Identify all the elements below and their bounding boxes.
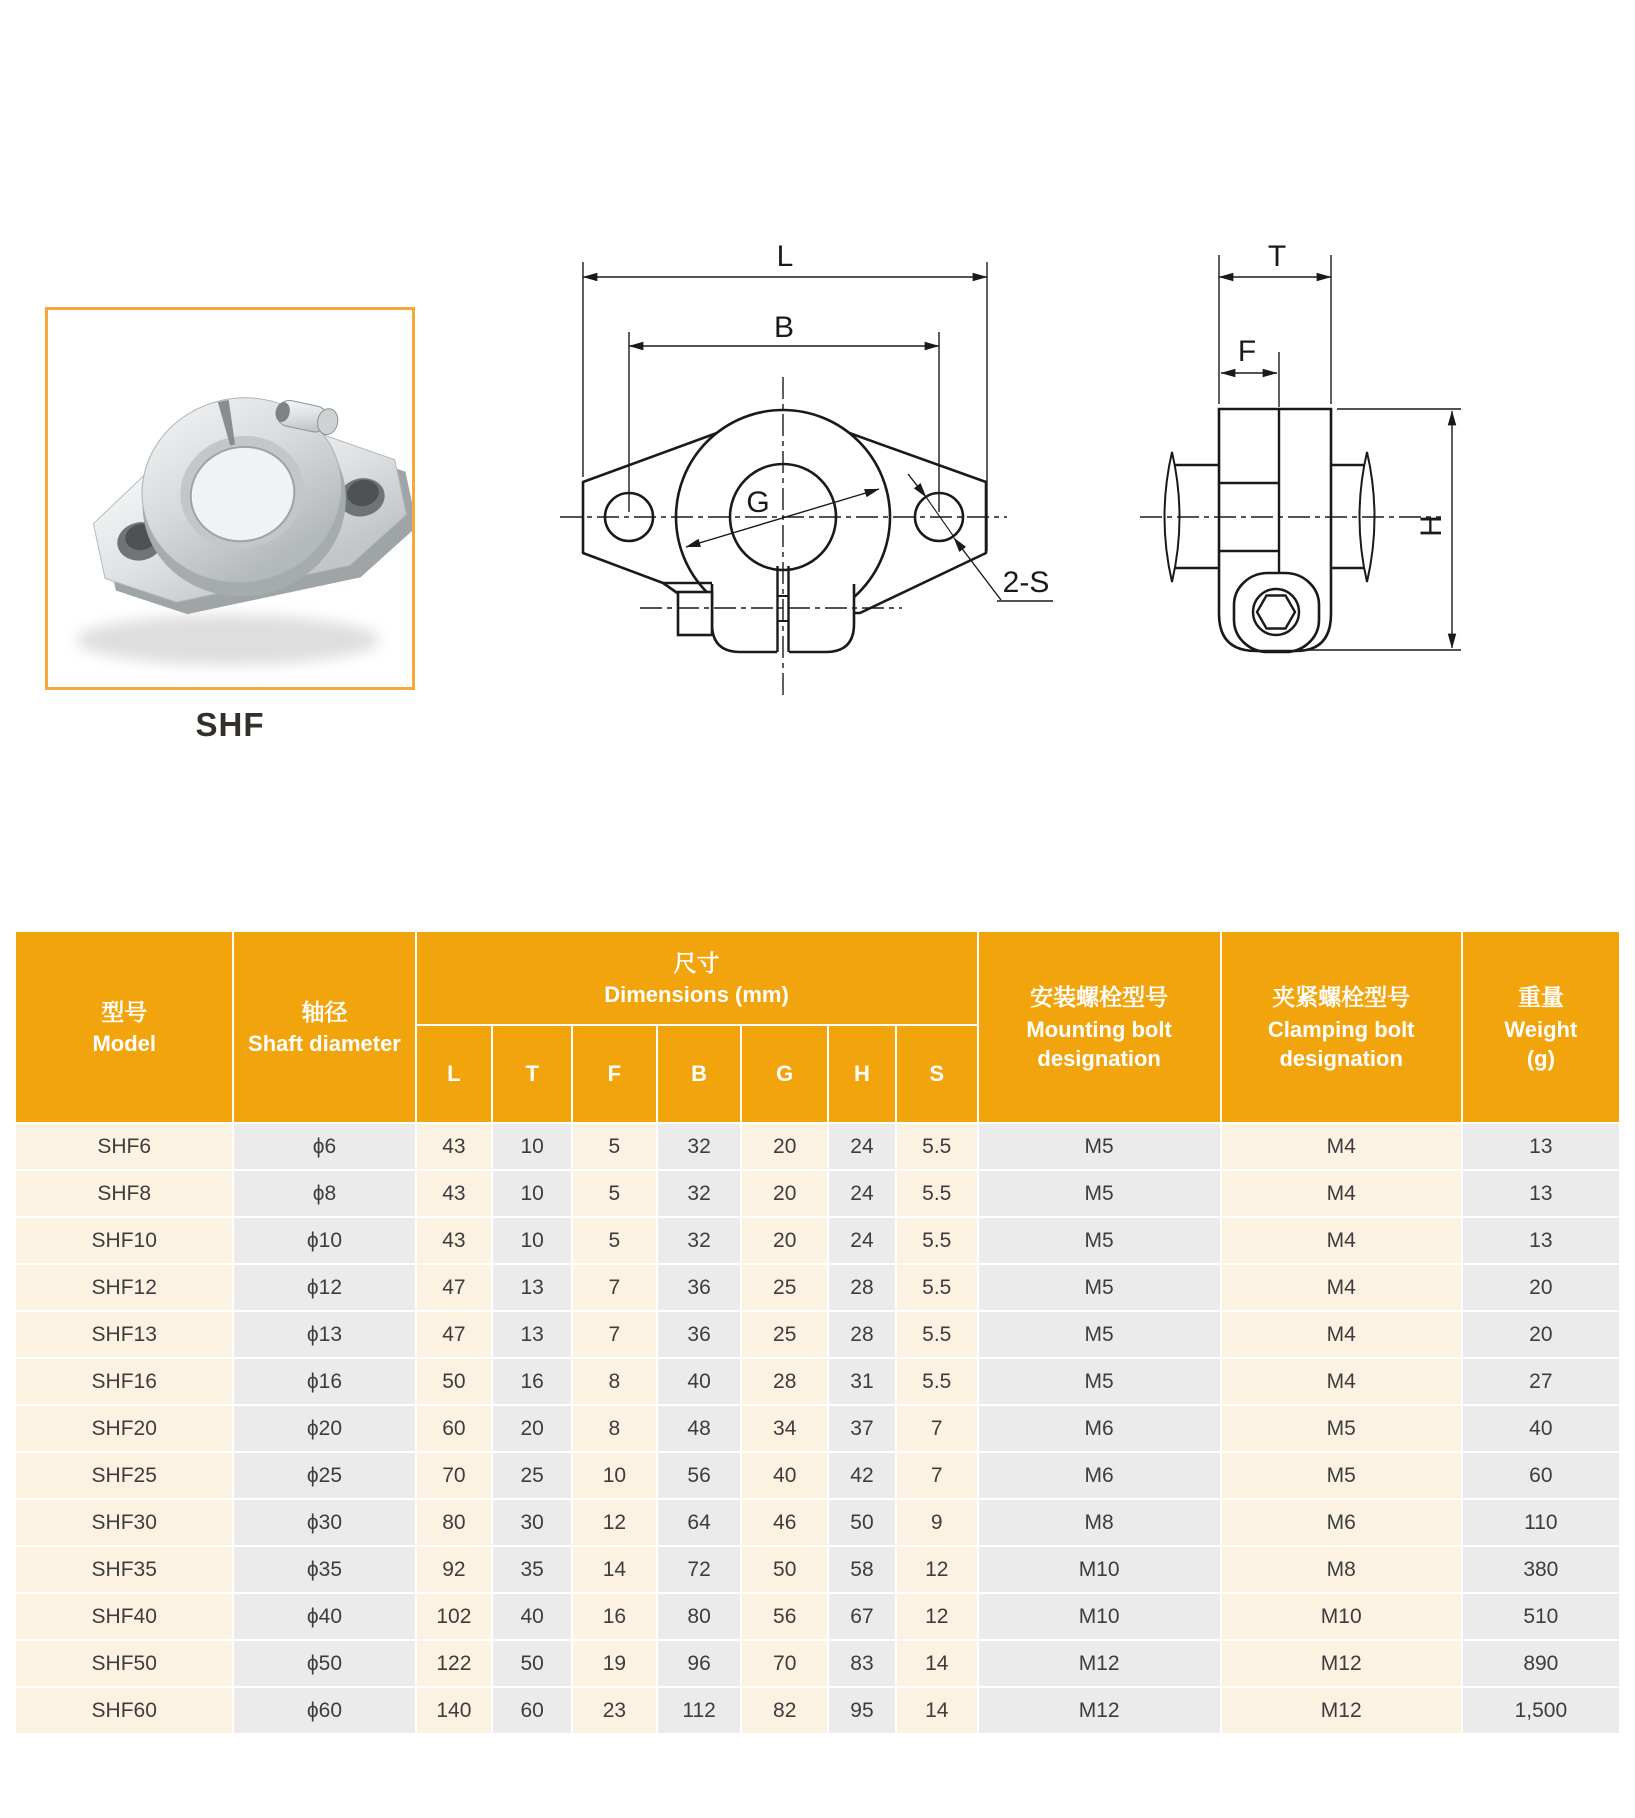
cell-shaft: ϕ40: [234, 1594, 414, 1639]
cell-model: SHF60: [16, 1688, 232, 1733]
header-model: 型号 Model: [16, 932, 232, 1122]
cell-dim-g: 28: [742, 1359, 827, 1404]
cell-mounting-bolt: M5: [979, 1171, 1220, 1216]
cell-dim-b: 32: [658, 1171, 741, 1216]
cell-dim-h: 83: [829, 1641, 895, 1686]
cell-dim-g: 70: [742, 1641, 827, 1686]
cell-model: SHF12: [16, 1265, 232, 1310]
cell-clamping-bolt: M4: [1222, 1124, 1461, 1169]
cell-model: SHF30: [16, 1500, 232, 1545]
cell-dim-l: 47: [417, 1312, 492, 1357]
cell-dim-s: 5.5: [897, 1171, 977, 1216]
cell-dim-h: 58: [829, 1547, 895, 1592]
cell-dim-g: 20: [742, 1171, 827, 1216]
cell-dim-s: 5.5: [897, 1218, 977, 1263]
cell-dim-s: 5.5: [897, 1312, 977, 1357]
cell-dim-h: 24: [829, 1218, 895, 1263]
cell-dim-l: 70: [417, 1453, 492, 1498]
cell-weight: 20: [1463, 1265, 1619, 1310]
cell-weight: 40: [1463, 1406, 1619, 1451]
cell-shaft: ϕ30: [234, 1500, 414, 1545]
cell-dim-l: 122: [417, 1641, 492, 1686]
dim-label-H: H: [1415, 515, 1448, 537]
cell-dim-b: 56: [658, 1453, 741, 1498]
cell-mounting-bolt: M10: [979, 1547, 1220, 1592]
cell-dim-l: 43: [417, 1218, 492, 1263]
cell-shaft: ϕ6: [234, 1124, 414, 1169]
cell-dim-b: 36: [658, 1265, 741, 1310]
cell-dim-l: 47: [417, 1265, 492, 1310]
dim-label-T: T: [1267, 240, 1287, 273]
dim-label-B: B: [773, 311, 795, 344]
cell-mounting-bolt: M5: [979, 1124, 1220, 1169]
cell-dim-t: 60: [493, 1688, 571, 1733]
header-dim-G: G: [742, 1026, 827, 1122]
cell-dim-t: 10: [493, 1218, 571, 1263]
cell-dim-h: 37: [829, 1406, 895, 1451]
cell-dim-t: 10: [493, 1124, 571, 1169]
cell-dim-f: 16: [573, 1594, 656, 1639]
cell-dim-l: 80: [417, 1500, 492, 1545]
cell-shaft: ϕ8: [234, 1171, 414, 1216]
cell-shaft: ϕ13: [234, 1312, 414, 1357]
table-row: [16, 1312, 1619, 1357]
table-row: [16, 1500, 1619, 1545]
cell-dim-t: 30: [493, 1500, 571, 1545]
cell-clamping-bolt: M12: [1222, 1688, 1461, 1733]
cell-dim-t: 13: [493, 1312, 571, 1357]
cell-dim-h: 67: [829, 1594, 895, 1639]
cell-dim-f: 10: [573, 1453, 656, 1498]
cell-dim-g: 50: [742, 1547, 827, 1592]
table-row: [16, 1406, 1619, 1451]
table-row: [16, 1453, 1619, 1498]
cell-dim-s: 14: [897, 1641, 977, 1686]
header-dim-T: T: [493, 1026, 571, 1122]
cell-shaft: ϕ60: [234, 1688, 414, 1733]
cell-mounting-bolt: M5: [979, 1312, 1220, 1357]
header-dim-B: B: [658, 1026, 741, 1122]
cell-dim-l: 43: [417, 1171, 492, 1216]
cell-dim-s: 5.5: [897, 1265, 977, 1310]
cell-dim-h: 42: [829, 1453, 895, 1498]
cell-weight: 890: [1463, 1641, 1619, 1686]
cell-dim-f: 14: [573, 1547, 656, 1592]
cell-dim-g: 40: [742, 1453, 827, 1498]
table-row: [16, 1547, 1619, 1592]
cell-dim-t: 50: [493, 1641, 571, 1686]
table-row: [16, 1594, 1619, 1639]
cell-dim-b: 112: [658, 1688, 741, 1733]
dim-label-L: L: [776, 240, 794, 273]
cell-dim-s: 14: [897, 1688, 977, 1733]
cell-dim-g: 20: [742, 1218, 827, 1263]
table-row: [16, 1359, 1619, 1404]
cell-shaft: ϕ12: [234, 1265, 414, 1310]
cell-clamping-bolt: M5: [1222, 1406, 1461, 1451]
dim-label-F: F: [1237, 335, 1257, 368]
cell-clamping-bolt: M4: [1222, 1265, 1461, 1310]
cell-dim-b: 48: [658, 1406, 741, 1451]
cell-model: SHF8: [16, 1171, 232, 1216]
side-view-drawing: [1140, 240, 1461, 652]
cell-dim-t: 35: [493, 1547, 571, 1592]
cell-shaft: ϕ10: [234, 1218, 414, 1263]
cell-dim-s: 9: [897, 1500, 977, 1545]
cell-shaft: ϕ35: [234, 1547, 414, 1592]
cell-weight: 60: [1463, 1453, 1619, 1498]
cell-dim-l: 60: [417, 1406, 492, 1451]
cell-dim-f: 8: [573, 1359, 656, 1404]
cell-dim-t: 13: [493, 1265, 571, 1310]
product-photo: [48, 310, 412, 687]
cell-clamping-bolt: M6: [1222, 1500, 1461, 1545]
table-row: [16, 1171, 1619, 1216]
cell-dim-b: 72: [658, 1547, 741, 1592]
cell-weight: 380: [1463, 1547, 1619, 1592]
cell-dim-b: 40: [658, 1359, 741, 1404]
cell-clamping-bolt: M12: [1222, 1641, 1461, 1686]
cell-mounting-bolt: M12: [979, 1688, 1220, 1733]
table-row: [16, 1124, 1619, 1169]
cell-dim-t: 40: [493, 1594, 571, 1639]
cell-dim-b: 64: [658, 1500, 741, 1545]
table-row: [16, 1218, 1619, 1263]
cell-model: SHF50: [16, 1641, 232, 1686]
shaft-support-part: [74, 366, 412, 629]
header-dim-H: H: [829, 1026, 895, 1122]
cell-dim-f: 7: [573, 1312, 656, 1357]
cell-dim-s: 12: [897, 1594, 977, 1639]
cell-dim-h: 24: [829, 1124, 895, 1169]
cell-dim-f: 5: [573, 1218, 656, 1263]
cell-clamping-bolt: M4: [1222, 1218, 1461, 1263]
cell-clamping-bolt: M4: [1222, 1359, 1461, 1404]
cell-model: SHF25: [16, 1453, 232, 1498]
table-row: [16, 1641, 1619, 1686]
dim-label-G: G: [746, 486, 770, 519]
cell-mounting-bolt: M10: [979, 1594, 1220, 1639]
cell-model: SHF10: [16, 1218, 232, 1263]
cell-dim-f: 5: [573, 1171, 656, 1216]
cell-weight: 110: [1463, 1500, 1619, 1545]
cell-dim-f: 5: [573, 1124, 656, 1169]
cell-dim-f: 12: [573, 1500, 656, 1545]
cell-dim-t: 16: [493, 1359, 571, 1404]
table-row: [16, 1265, 1619, 1310]
cell-weight: 13: [1463, 1124, 1619, 1169]
header-weight: 重量 Weight (g): [1463, 932, 1619, 1122]
cell-dim-g: 46: [742, 1500, 827, 1545]
cell-dim-h: 95: [829, 1688, 895, 1733]
cell-dim-s: 7: [897, 1453, 977, 1498]
cell-clamping-bolt: M4: [1222, 1171, 1461, 1216]
cell-dim-s: 5.5: [897, 1359, 977, 1404]
table-row: [16, 1688, 1619, 1733]
header-dim-L: L: [417, 1026, 492, 1122]
product-photo-box: [45, 307, 415, 690]
cell-dim-t: 20: [493, 1406, 571, 1451]
cell-dim-s: 12: [897, 1547, 977, 1592]
cell-dim-h: 24: [829, 1171, 895, 1216]
cell-weight: 20: [1463, 1312, 1619, 1357]
header-shaft-diameter: 轴径 Shaft diameter: [234, 932, 414, 1122]
spec-table: [14, 930, 1621, 1735]
cell-dim-g: 25: [742, 1265, 827, 1310]
cell-dim-h: 28: [829, 1265, 895, 1310]
cell-dim-s: 7: [897, 1406, 977, 1451]
cell-mounting-bolt: M5: [979, 1265, 1220, 1310]
cell-dim-b: 96: [658, 1641, 741, 1686]
header-mounting-bolt: 安装螺栓型号 Mounting bolt designation: [979, 932, 1220, 1122]
cell-weight: 13: [1463, 1171, 1619, 1216]
dim-label-2S: 2-S: [1002, 566, 1050, 599]
cell-mounting-bolt: M5: [979, 1359, 1220, 1404]
photo-shadow: [76, 615, 380, 665]
cell-dim-t: 25: [493, 1453, 571, 1498]
cell-weight: 13: [1463, 1218, 1619, 1263]
cell-mounting-bolt: M6: [979, 1406, 1220, 1451]
header-dim-F: F: [573, 1026, 656, 1122]
cell-dim-g: 34: [742, 1406, 827, 1451]
cell-dim-f: 23: [573, 1688, 656, 1733]
cell-weight: 1,500: [1463, 1688, 1619, 1733]
header-dim-S: S: [897, 1026, 977, 1122]
cell-clamping-bolt: M5: [1222, 1453, 1461, 1498]
cell-clamping-bolt: M10: [1222, 1594, 1461, 1639]
cell-dim-b: 80: [658, 1594, 741, 1639]
cell-clamping-bolt: M4: [1222, 1312, 1461, 1357]
cell-dim-b: 36: [658, 1312, 741, 1357]
cell-dim-h: 31: [829, 1359, 895, 1404]
header-clamping-bolt: 夹紧螺栓型号 Clamping bolt designation: [1222, 932, 1461, 1122]
cell-shaft: ϕ20: [234, 1406, 414, 1451]
cell-dim-h: 28: [829, 1312, 895, 1357]
cell-mounting-bolt: M12: [979, 1641, 1220, 1686]
cell-dim-g: 25: [742, 1312, 827, 1357]
cell-dim-g: 20: [742, 1124, 827, 1169]
cell-mounting-bolt: M6: [979, 1453, 1220, 1498]
cell-mounting-bolt: M8: [979, 1500, 1220, 1545]
cell-model: SHF20: [16, 1406, 232, 1451]
cell-shaft: ϕ25: [234, 1453, 414, 1498]
cell-dim-s: 5.5: [897, 1124, 977, 1169]
cell-dim-b: 32: [658, 1218, 741, 1263]
technical-drawing: [460, 200, 1470, 720]
cell-mounting-bolt: M5: [979, 1218, 1220, 1263]
cell-model: SHF6: [16, 1124, 232, 1169]
cell-model: SHF16: [16, 1359, 232, 1404]
cell-dim-g: 56: [742, 1594, 827, 1639]
cell-clamping-bolt: M8: [1222, 1547, 1461, 1592]
cell-model: SHF35: [16, 1547, 232, 1592]
cell-dim-l: 43: [417, 1124, 492, 1169]
cell-weight: 510: [1463, 1594, 1619, 1639]
front-view-drawing: [560, 240, 1053, 697]
series-label: SHF: [195, 706, 265, 743]
cell-dim-l: 92: [417, 1547, 492, 1592]
cell-model: SHF13: [16, 1312, 232, 1357]
cell-shaft: ϕ16: [234, 1359, 414, 1404]
cell-dim-l: 102: [417, 1594, 492, 1639]
cell-dim-b: 32: [658, 1124, 741, 1169]
cell-dim-h: 50: [829, 1500, 895, 1545]
cell-weight: 27: [1463, 1359, 1619, 1404]
cell-shaft: ϕ50: [234, 1641, 414, 1686]
cell-dim-l: 50: [417, 1359, 492, 1404]
cell-dim-t: 10: [493, 1171, 571, 1216]
cell-dim-f: 19: [573, 1641, 656, 1686]
cell-model: SHF40: [16, 1594, 232, 1639]
header-dimensions: 尺寸 Dimensions (mm): [417, 932, 977, 1024]
cell-dim-l: 140: [417, 1688, 492, 1733]
cell-dim-f: 7: [573, 1265, 656, 1310]
cell-dim-g: 82: [742, 1688, 827, 1733]
cell-dim-f: 8: [573, 1406, 656, 1451]
